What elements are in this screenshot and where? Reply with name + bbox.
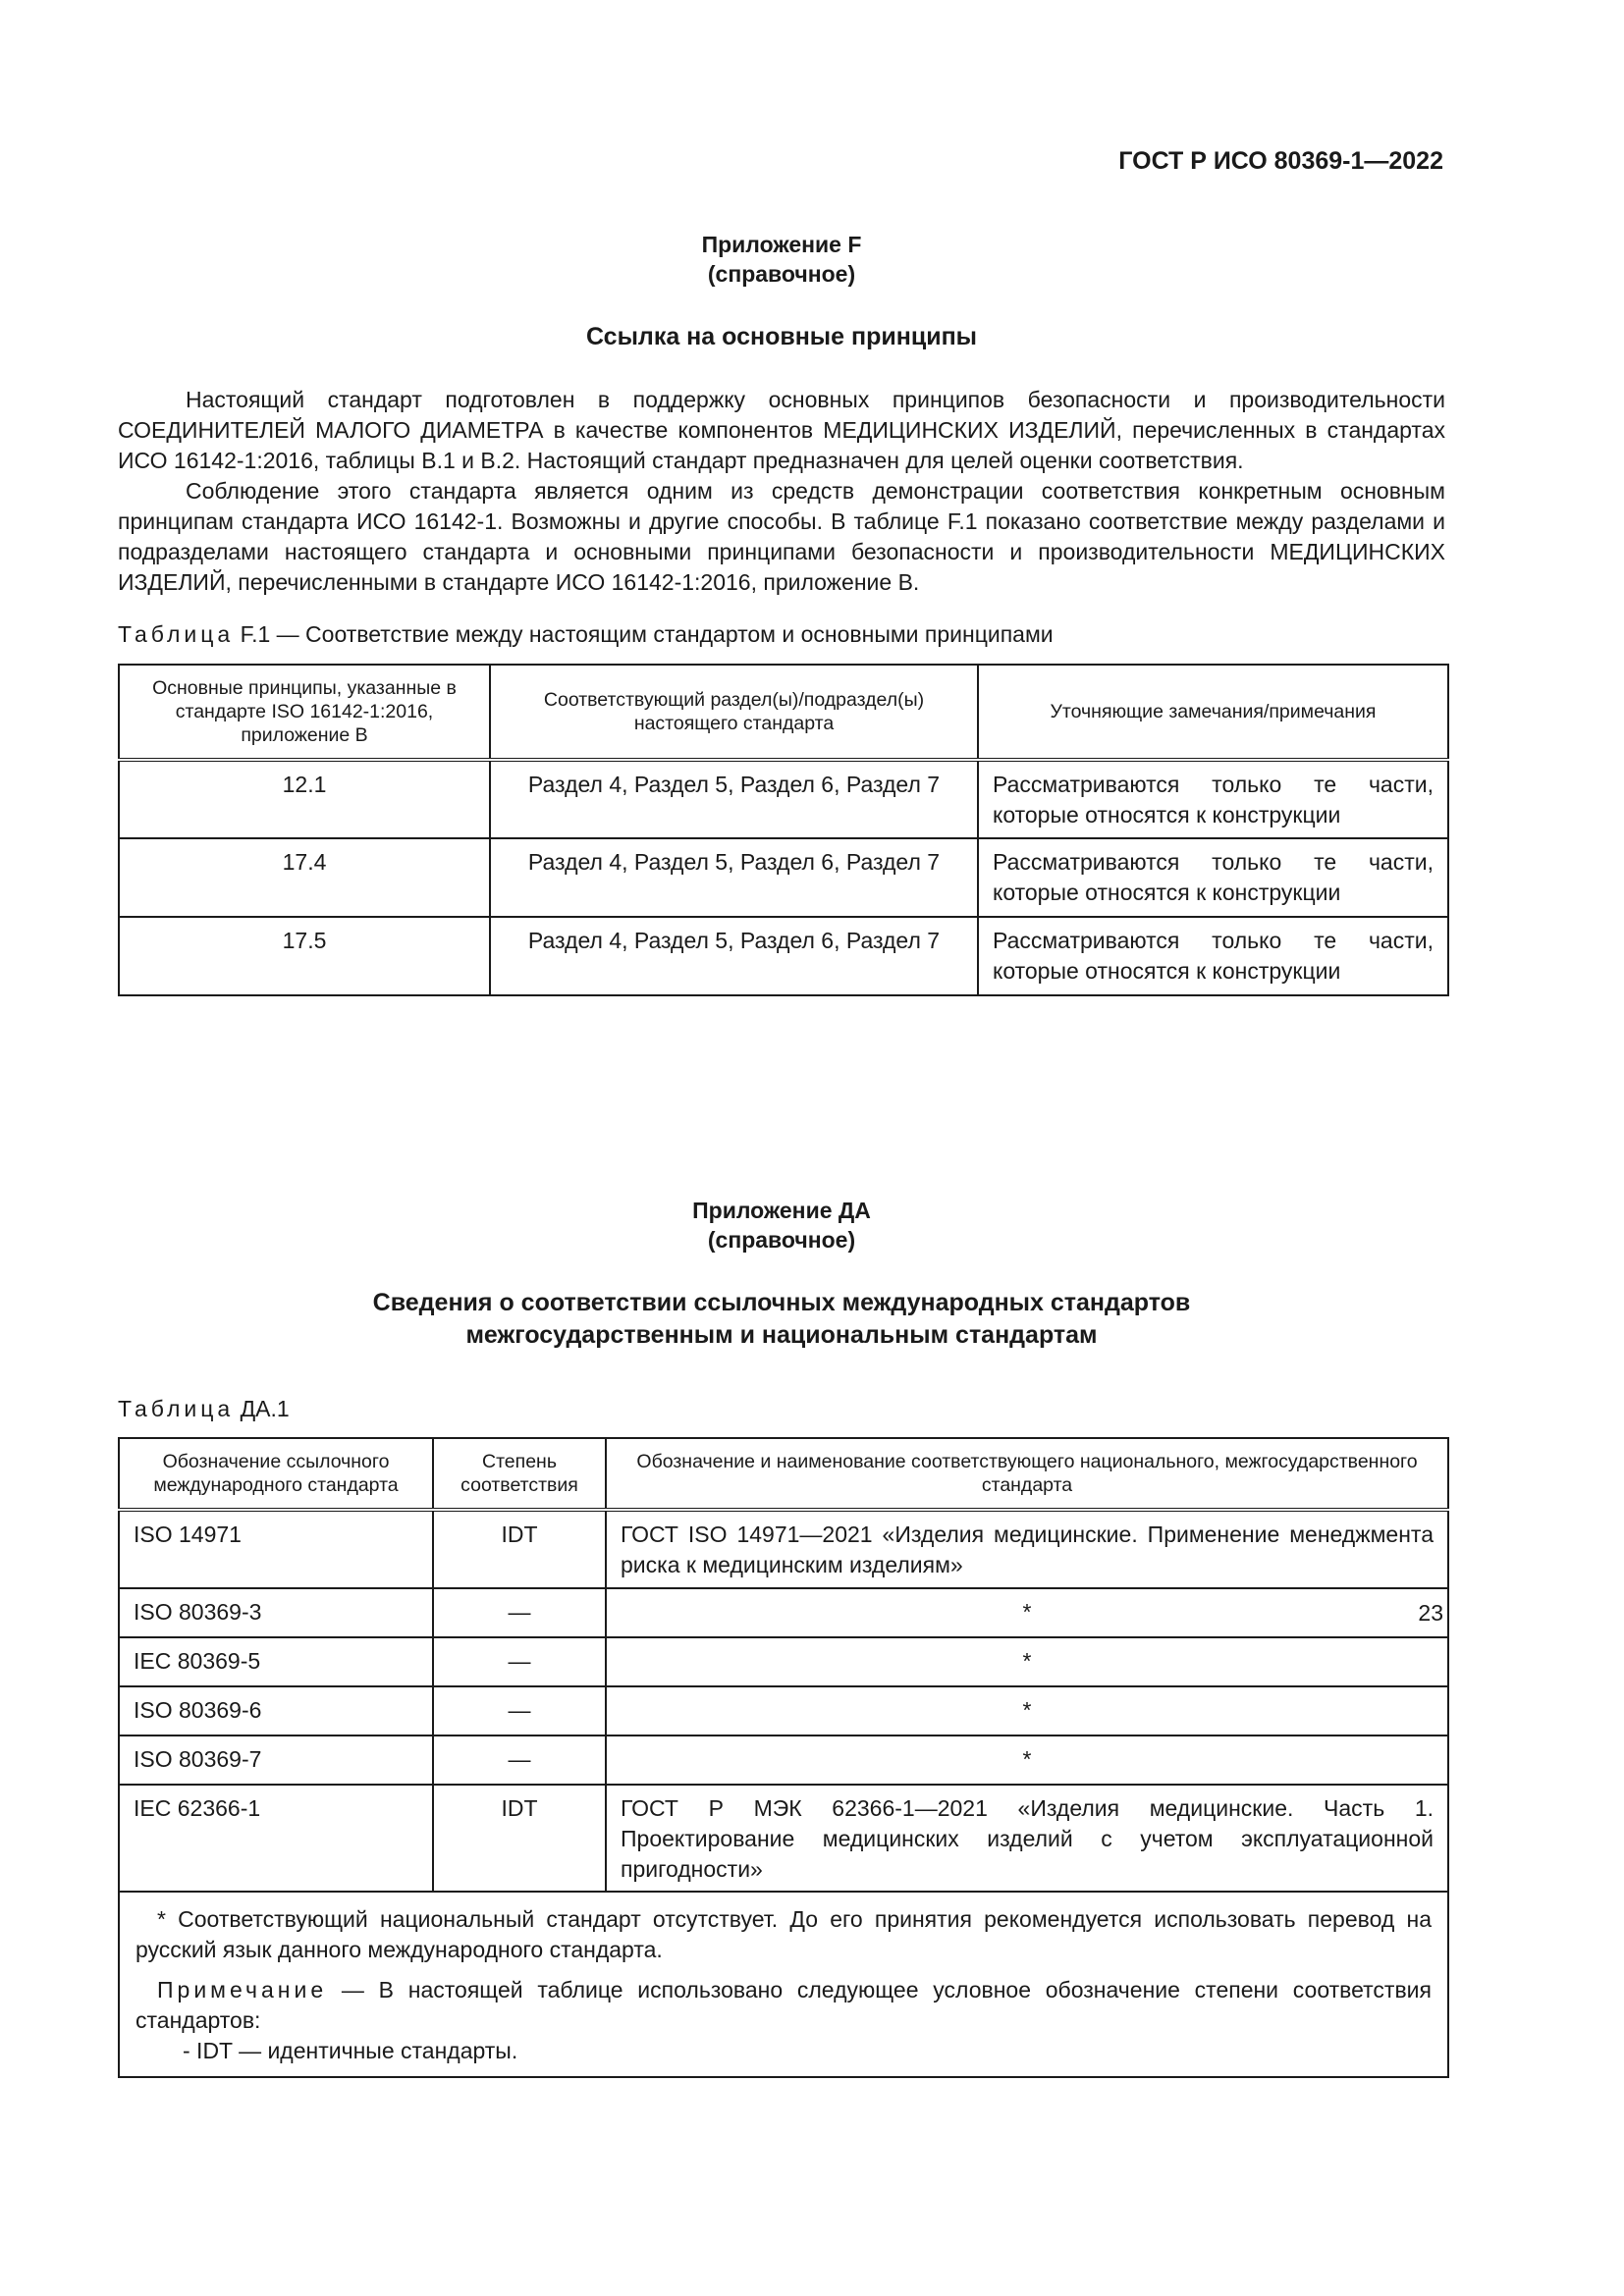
table-f1-caption [118, 621, 1054, 648]
table-row [119, 1686, 1448, 1735]
note-text: — В настоящей таблице использовано следующее условное обозначение степени соответствия стандартов: [135, 1977, 1432, 2033]
table-cell: * [606, 1588, 1448, 1637]
note [135, 1975, 1432, 2036]
table-cell: IEC 80369-5 [119, 1637, 433, 1686]
note-list-item: - IDT — идентичные стандарты. [183, 2038, 518, 2063]
table-header-row [119, 1438, 1448, 1510]
table-caption-text: ДА.1 [240, 1396, 290, 1421]
appendix-da-subtitle: (справочное) [707, 1227, 856, 1253]
table-footnote [119, 1892, 1448, 2077]
table-f1 [118, 664, 1449, 996]
heading-line: межгосударственным и национальным стандартам [465, 1321, 1098, 1349]
table-row [119, 1637, 1448, 1686]
table-cell: 17.4 [119, 838, 490, 917]
footnote-text: * Соответствующий национальный стандарт отсутствует. До его принятия рекомендуется использовать перевод на русский язык данного международного стандарта. [135, 1906, 1432, 1962]
table-cell: — [433, 1735, 606, 1785]
table-cell: — [433, 1637, 606, 1686]
column-header: Степень соответствия [433, 1438, 606, 1510]
table-caption-text: F.1 — Соответствие между настоящим стандартом и основными принципами [240, 621, 1054, 647]
table-cell: IEC 62366-1 [119, 1785, 433, 1892]
appendix-da-label: Приложение ДА [692, 1198, 871, 1223]
table-cell: ISO 80369-6 [119, 1686, 433, 1735]
appendix-f-body [118, 385, 1445, 598]
table-caption-word: Таблица [118, 621, 235, 647]
table-cell: * [606, 1637, 1448, 1686]
document-number: ГОСТ Р ИСО 80369-1—2022 [1118, 147, 1443, 175]
table-cell: ГОСТ ISO 14971—2021 «Изделия медицинские. Применение менеджмента риска к медицинским изделиям» [606, 1510, 1448, 1588]
column-header: Обозначение и наименование соответствующего национального, межгосударственного стандарта [606, 1438, 1448, 1510]
table-cell: IDT [433, 1510, 606, 1588]
table-cell: — [433, 1588, 606, 1637]
table-cell: Раздел 4, Раздел 5, Раздел 6, Раздел 7 [490, 917, 978, 995]
table-cell: * [606, 1686, 1448, 1735]
table-cell: ГОСТ Р МЭК 62366-1—2021 «Изделия медицинские. Часть 1. Проектирование медицинских изделий с учетом эксплуатационной пригодности» [606, 1785, 1448, 1892]
table-cell: ISO 14971 [119, 1510, 433, 1588]
table-header-row [119, 665, 1448, 760]
table-da1 [118, 1437, 1449, 2078]
table-cell: * [606, 1735, 1448, 1785]
table-cell: 17.5 [119, 917, 490, 995]
table-row [119, 1588, 1448, 1637]
table-footnote-row [119, 1892, 1448, 2077]
page-number: 23 [1418, 1600, 1443, 1626]
table-cell: ISO 80369-3 [119, 1588, 433, 1637]
column-header: Уточняющие замечания/примечания [978, 665, 1448, 760]
table-row [119, 1510, 1448, 1588]
column-header: Обозначение ссылочного международного стандарта [119, 1438, 433, 1510]
heading-line: Сведения о соответствии ссылочных международных стандартов [372, 1289, 1191, 1316]
table-cell: 12.1 [119, 760, 490, 838]
paragraph: Соблюдение этого стандарта является одним из средств демонстрации соответствия конкретным основным принципам стандарта ИСО 16142-1. Возможны и другие способы. В таблице F.1 показано соответствие между разделами и подразделами настоящего стандарта и основными принципами безопасности и производительности МЕДИЦИНСКИХ ИЗДЕЛИЙ, перечисленными в стандарте ИСО 16142-1:2016, приложение В. [118, 478, 1445, 595]
column-header: Соответствующий раздел(ы)/подраздел(ы) настоящего стандарта [490, 665, 978, 760]
appendix-da-heading [118, 1287, 1445, 1352]
appendix-da-title [118, 1196, 1445, 1255]
appendix-f-title [118, 230, 1445, 289]
table-da1-caption [118, 1396, 290, 1422]
appendix-f-label: Приложение F [701, 232, 862, 257]
table-cell: Рассматриваются только те части, которые относятся к конструкции [978, 838, 1448, 917]
table-cell: Раздел 4, Раздел 5, Раздел 6, Раздел 7 [490, 760, 978, 838]
table-caption-word: Таблица [118, 1396, 235, 1421]
table-row [119, 760, 1448, 838]
table-row [119, 917, 1448, 995]
note-label: Примечание [157, 1977, 328, 2002]
table-cell: Рассматриваются только те части, которые относятся к конструкции [978, 917, 1448, 995]
table-cell: IDT [433, 1785, 606, 1892]
table-row [119, 1735, 1448, 1785]
table-row [119, 1785, 1448, 1892]
table-cell: Рассматриваются только те части, которые относятся к конструкции [978, 760, 1448, 838]
appendix-f-heading: Ссылка на основные принципы [585, 323, 978, 350]
table-cell: Раздел 4, Раздел 5, Раздел 6, Раздел 7 [490, 838, 978, 917]
table-cell: — [433, 1686, 606, 1735]
appendix-f-subtitle: (справочное) [707, 261, 856, 287]
paragraph: Настоящий стандарт подготовлен в поддержку основных принципов безопасности и производительности СОЕДИНИТЕЛЕЙ МАЛОГО ДИАМЕТРА в качестве компонентов МЕДИЦИНСКИХ ИЗДЕЛИЙ, перечисленных в стандартах ИСО 16142-1:2016, таблицы В.1 и В.2. Настоящий стандарт предназначен для целей оценки соответствия. [118, 387, 1445, 473]
table-cell: ISO 80369-7 [119, 1735, 433, 1785]
column-header: Основные принципы, указанные в стандарте ISO 16142-1:2016, приложение В [119, 665, 490, 760]
table-row [119, 838, 1448, 917]
